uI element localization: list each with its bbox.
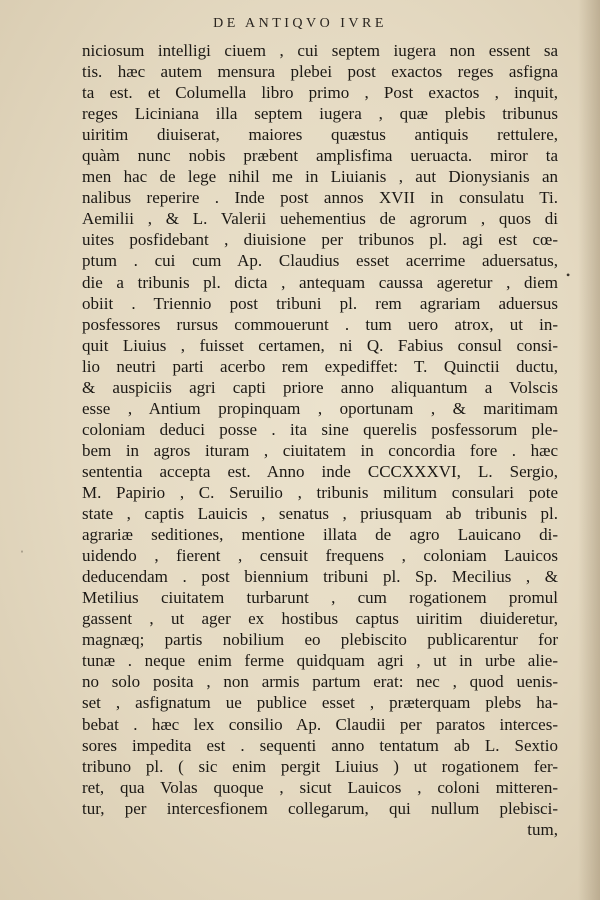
- text-line: uites posfidebant , diuisione per tribunos pl. agi est cœ-: [82, 230, 558, 250]
- text-line: Metilius ciuitatem turbarunt , cum rogationem promul: [82, 588, 558, 608]
- text-block: [82, 40, 558, 840]
- text-line: & auspiciis agri capti priore anno aliquantum a Volscis: [82, 377, 558, 397]
- catchword: tum,: [527, 819, 558, 839]
- text-line: set , asfignatum ue publice esset , præterquam plebs ha-: [82, 693, 558, 713]
- margin-tick-mark: ˈ: [20, 548, 24, 562]
- text-line: gassent , ut ager ex hostibus captus uiritim diuideretur,: [82, 609, 558, 629]
- text-line: die a tribunis pl. dicta , antequam caussa ageretur , diem: [82, 272, 558, 292]
- text-line: tribuno pl. ( sic enim pergit Liuius ) ut rogationem fer-: [82, 756, 558, 776]
- text-line: lio neutri parti acerbo rem expediffet: T. Quinctii ductu,: [82, 356, 558, 376]
- text-line: posfessores rursus commouerunt . tum uero atrox, ut in-: [82, 314, 558, 334]
- text-line: ret, qua Volas quoque , sicut Lauicos , coloni mitteren-: [82, 777, 558, 797]
- text-line: agrariæ seditiones, mentione illata de agro Lauicano di-: [82, 525, 558, 545]
- text-line: quàm nunc nobis præbent amplisfima ueruacta. miror ta: [82, 146, 558, 166]
- text-line: obiit . Triennio post tribuni pl. rem agrariam aduersus: [82, 293, 558, 313]
- text-line: sententia accepta est. Anno inde CCCXXXVI, L. Sergio,: [82, 461, 558, 481]
- text-line: uidendo , fierent , censuit frequens , coloniam Lauicos: [82, 546, 558, 566]
- text-line: tunæ . neque enim ferme quidquam agri , ut in urbe alie-: [82, 651, 558, 671]
- text-line: quit Liuius , fuisset certamen, ni Q. Fabius consul consi-: [82, 335, 558, 355]
- text-line: magnæq; partis nobilium eo plebiscito publicarentur for: [82, 630, 558, 650]
- text-line: deducendam . post biennium tribuni pl. Sp. Mecilius , &: [82, 567, 558, 587]
- text-line: no solo posita , non armis partum erat: nec , quod uenis-: [82, 672, 558, 692]
- text-line: coloniam deduci posse . ita sine querelis posfessorum ple-: [82, 419, 558, 439]
- text-line: uiritim diuiserat, maiores quæstus antiquis rettulere,: [82, 125, 558, 145]
- text-line: tur, per intercesfionem collegarum, qui nullum plebisci-: [82, 798, 558, 818]
- text-line: M. Papirio , C. Seruilio , tribunis militum consulari pote: [82, 482, 558, 502]
- text-line: nalibus reperire . Inde post annos XVII in consulatu Ti.: [82, 188, 558, 208]
- text-line: reges Liciniana illa septem iugera , quæ plebis tribunus: [82, 104, 558, 124]
- text-line: bem in agros ituram , ciuitatem in concordia fore . hæc: [82, 440, 558, 460]
- text-line: ta est. et Columella libro primo , Post exactos , inquit,: [82, 83, 558, 103]
- text-line: Aemilii , & L. Valerii uehementius de agrorum , quos di: [82, 209, 558, 229]
- margin-dot-mark: •: [566, 268, 571, 282]
- text-line: men hac de lege nihil me in Liuianis , aut Dionysianis an: [82, 167, 558, 187]
- text-line: tis. hæc autem mensura plebei post exactos reges asfigna: [82, 62, 558, 82]
- text-line: niciosum intelligi ciuem , cui septem iugera non essent sa: [82, 41, 558, 60]
- running-head: DE ANTIQVO IVRE: [213, 16, 387, 31]
- text-line: sores impedita est . sequenti anno tentatum ab L. Sextio: [82, 735, 558, 755]
- text-line: state , captis Lauicis , senatus , priusquam ab tribunis pl.: [82, 504, 558, 524]
- text-line: esse , Antium propinquam , oportunam , & maritimam: [82, 398, 558, 418]
- text-line: ptum . cui cum Ap. Claudius esset acerrime aduersatus,: [82, 251, 558, 271]
- text-line: bebat . hæc lex consilio Ap. Claudii per paratos interces-: [82, 714, 558, 734]
